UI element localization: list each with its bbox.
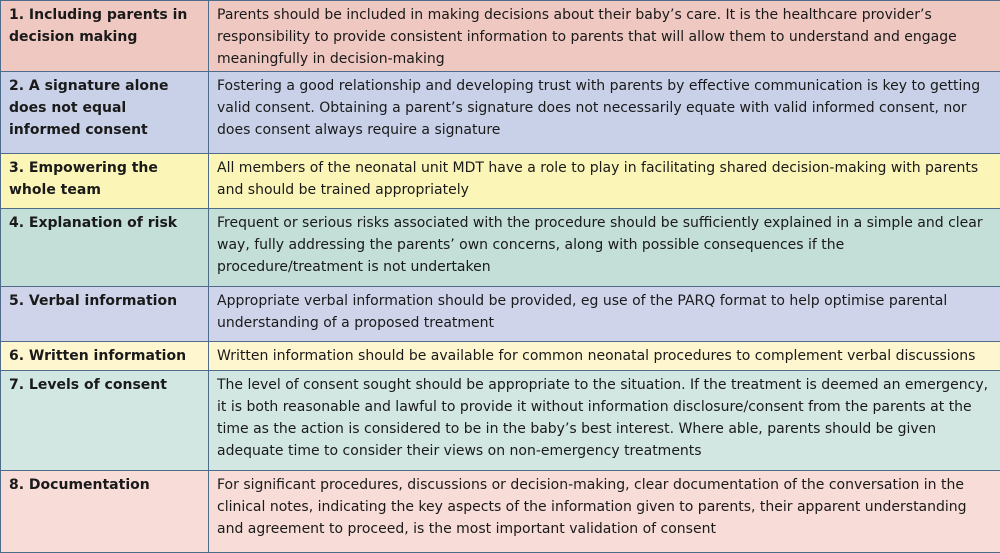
table-body (1, 1, 1000, 553)
principle-label: 8. Documentation (1, 471, 209, 553)
table-row (1, 287, 1000, 342)
principle-label: 7. Levels of consent (1, 371, 209, 471)
principle-label: 5. Verbal information (1, 287, 209, 342)
principle-label: 6. Written information (1, 342, 209, 371)
principle-label: 2. A signature alone does not equal informed consent (1, 72, 209, 154)
principle-label: 3. Empowering the whole team (1, 154, 209, 209)
principle-description: Appropriate verbal information should be provided, eg use of the PARQ format to help optimise parental understanding of a proposed treatment (209, 287, 1000, 342)
table-row (1, 342, 1000, 371)
principle-description: Fostering a good relationship and developing trust with parents by effective communication is key to getting valid consent. Obtaining a parent’s signature does not necessarily equate with valid informed consent, nor does consent always require a signature (209, 72, 1000, 154)
principle-description: Written information should be available for common neonatal procedures to complement verbal discussions (209, 342, 1000, 371)
table-row (1, 72, 1000, 154)
principle-label: 1. Including parents in decision making (1, 1, 209, 72)
table-row (1, 154, 1000, 209)
principle-description: For significant procedures, discussions or decision-making, clear documentation of the conversation in the clinical notes, indicating the key aspects of the information given to parents, their apparent understanding and agreement to proceed, is the most important validation of consent (209, 471, 1000, 553)
principle-description: The level of consent sought should be appropriate to the situation. If the treatment is deemed an emergency, it is both reasonable and lawful to provide it without information disclosure/consent from the parents at the time as the action is considered to be in the baby’s best interest. Where able, parents should be given adequate time to consider their views on non-emergency treatments (209, 371, 1000, 471)
principle-description: Frequent or serious risks associated with the procedure should be sufficiently explained in a simple and clear way, fully addressing the parents’ own concerns, along with possible consequences if the procedure/treatment is not undertaken (209, 209, 1000, 287)
principle-label: 4. Explanation of risk (1, 209, 209, 287)
principle-description: All members of the neonatal unit MDT have a role to play in facilitating shared decision-making with parents and should be trained appropriately (209, 154, 1000, 209)
principle-description: Parents should be included in making decisions about their baby’s care. It is the healthcare provider’s responsibility to provide consistent information to parents that will allow them to understand and engage meaningfully in decision-making (209, 1, 1000, 72)
table-row (1, 1, 1000, 72)
table-row (1, 471, 1000, 553)
table-row (1, 371, 1000, 471)
table-row (1, 209, 1000, 287)
